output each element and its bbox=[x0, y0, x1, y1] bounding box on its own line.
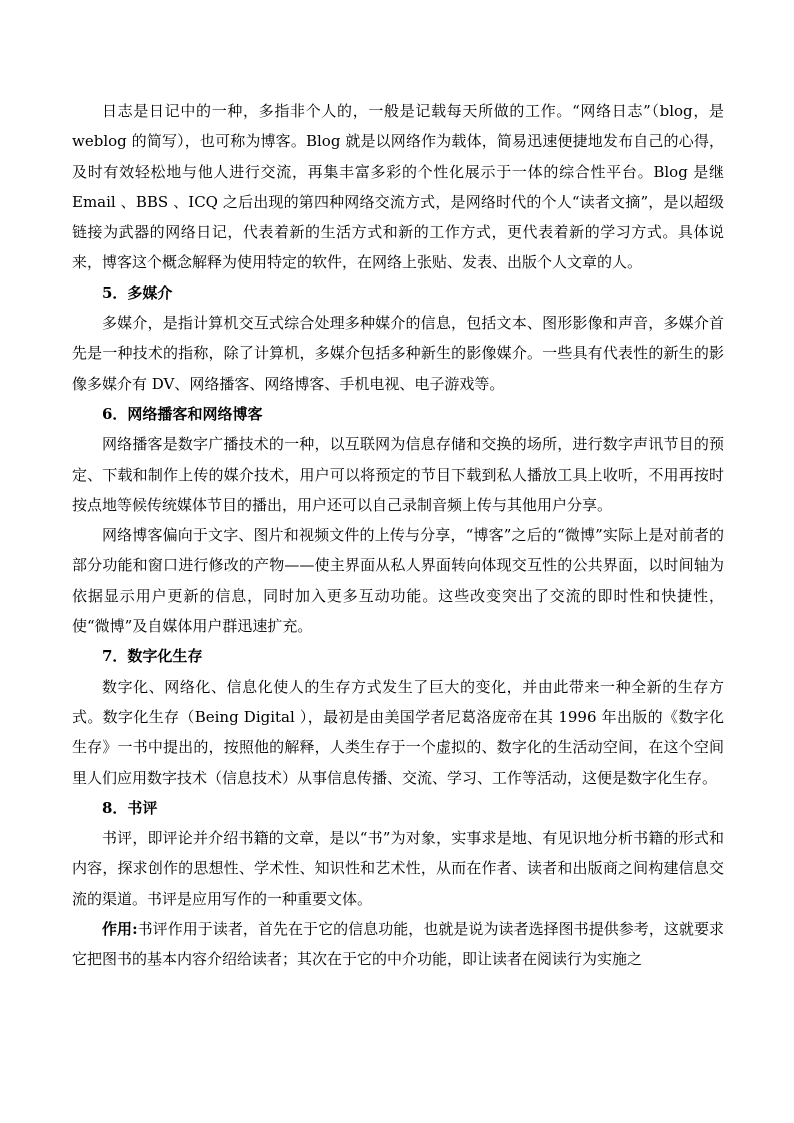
paragraph-weibo: 网络博客偏向于文字、图片和视频文件的上传与分享，“博客”之后的“微博”实际上是对前者的部分功能和窗口进行修改的产物——使主界面从私人界面转向体现交互性的公共界面，以时间轴为依据显示用户更新的信息，同时加入更多互动功能。这些改变突出了交流的即时性和快捷性，使“微博”及自媒体用户群迅速扩充。 bbox=[72, 526, 724, 636]
heading-multimedia: 5．多媒介 bbox=[102, 283, 173, 302]
function-text: 书评作用于读者，首先在于它的信息功能，也就是说为读者选择图书提供参考，这就要求它把图书的基本内容介绍给读者；其次在于它的中介功能，即让读者在阅读行为实施之 bbox=[72, 920, 724, 969]
paragraph-digital-living: 数字化、网络化、信息化使人的生存方式发生了巨大的变化，并由此带来一种全新的生存方式。数字化生存（Being Digital ），最初是由美国学者尼葛洛庞帝在其 1996 年出版的《数字化生存》一书中提出的，按照他的解释，人类生存于一个虚拟的、数字化的生活动空间，在这个空间里人们应用数字技术（信息技术）从事信息传播、交流、学习、工作等活动，这便是数字化生存。 bbox=[72, 677, 724, 787]
paragraph-podcast: 网络播客是数字广播技术的一种，以互联网为信息存储和交换的场所，进行数字声讯节目的预定、下载和制作上传的媒介技术，用户可以将预定的节目下载到私人播放工具上收听，不用再按时按点地等候传统媒体节目的播出，用户还可以自己录制音频上传与其他用户分享。 bbox=[72, 435, 724, 514]
function-lead-colon: : bbox=[132, 920, 138, 939]
paragraph-blog-definition: 日志是日记中的一种，多指非个人的，一般是记载每天所做的工作。“网络日志”（blog，是 weblog 的简写），也可称为博客。Blog 就是以网络作为载体，简易迅速便捷地发布自己的心得，及时有效轻松地与他人进行交流，再集丰富多彩的个性化展示于一体的综合性平台。Blog 是继 Email 、BBS 、ICQ 之后出现的第四种网络交流方式，是网络时代的个人“读者文摘”，是以超级链接为武器的网络日记，代表着新的生活方式和新的工作方式，更代表着新的学习方式。具体说来，博客这个概念解释为使用特定的软件，在网络上张贴、发表、出版个人文章的人。 bbox=[72, 102, 724, 272]
heading-podcast-blog: 6．网络播客和网络博客 bbox=[102, 404, 263, 423]
paragraph-multimedia: 多媒介，是指计算机交互式综合处理多种媒介的信息，包括文本、图形影像和声音，多媒介首先是一种技术的指称，除了计算机，多媒介包括多种新生的影像媒介。一些具有代表性的新生的影像多媒介有 DV、网络播客、网络博客、手机电视、电子游戏等。 bbox=[72, 314, 724, 393]
heading-book-review: 8．书评 bbox=[102, 798, 158, 817]
paragraph-review-function bbox=[72, 914, 724, 975]
paragraph-book-review: 书评，即评论并介绍书籍的文章，是以“书”为对象，实事求是地、有见识地分析书籍的形式和内容，探求创作的思想性、学术性、知识性和艺术性，从而在作者、读者和出版商之间构建信息交流的渠道。书评是应用写作的一种重要文体。 bbox=[72, 829, 724, 908]
document-page bbox=[72, 96, 724, 975]
heading-digital-living: 7．数字化生存 bbox=[102, 647, 203, 666]
function-lead-label: 作用 bbox=[102, 920, 133, 939]
